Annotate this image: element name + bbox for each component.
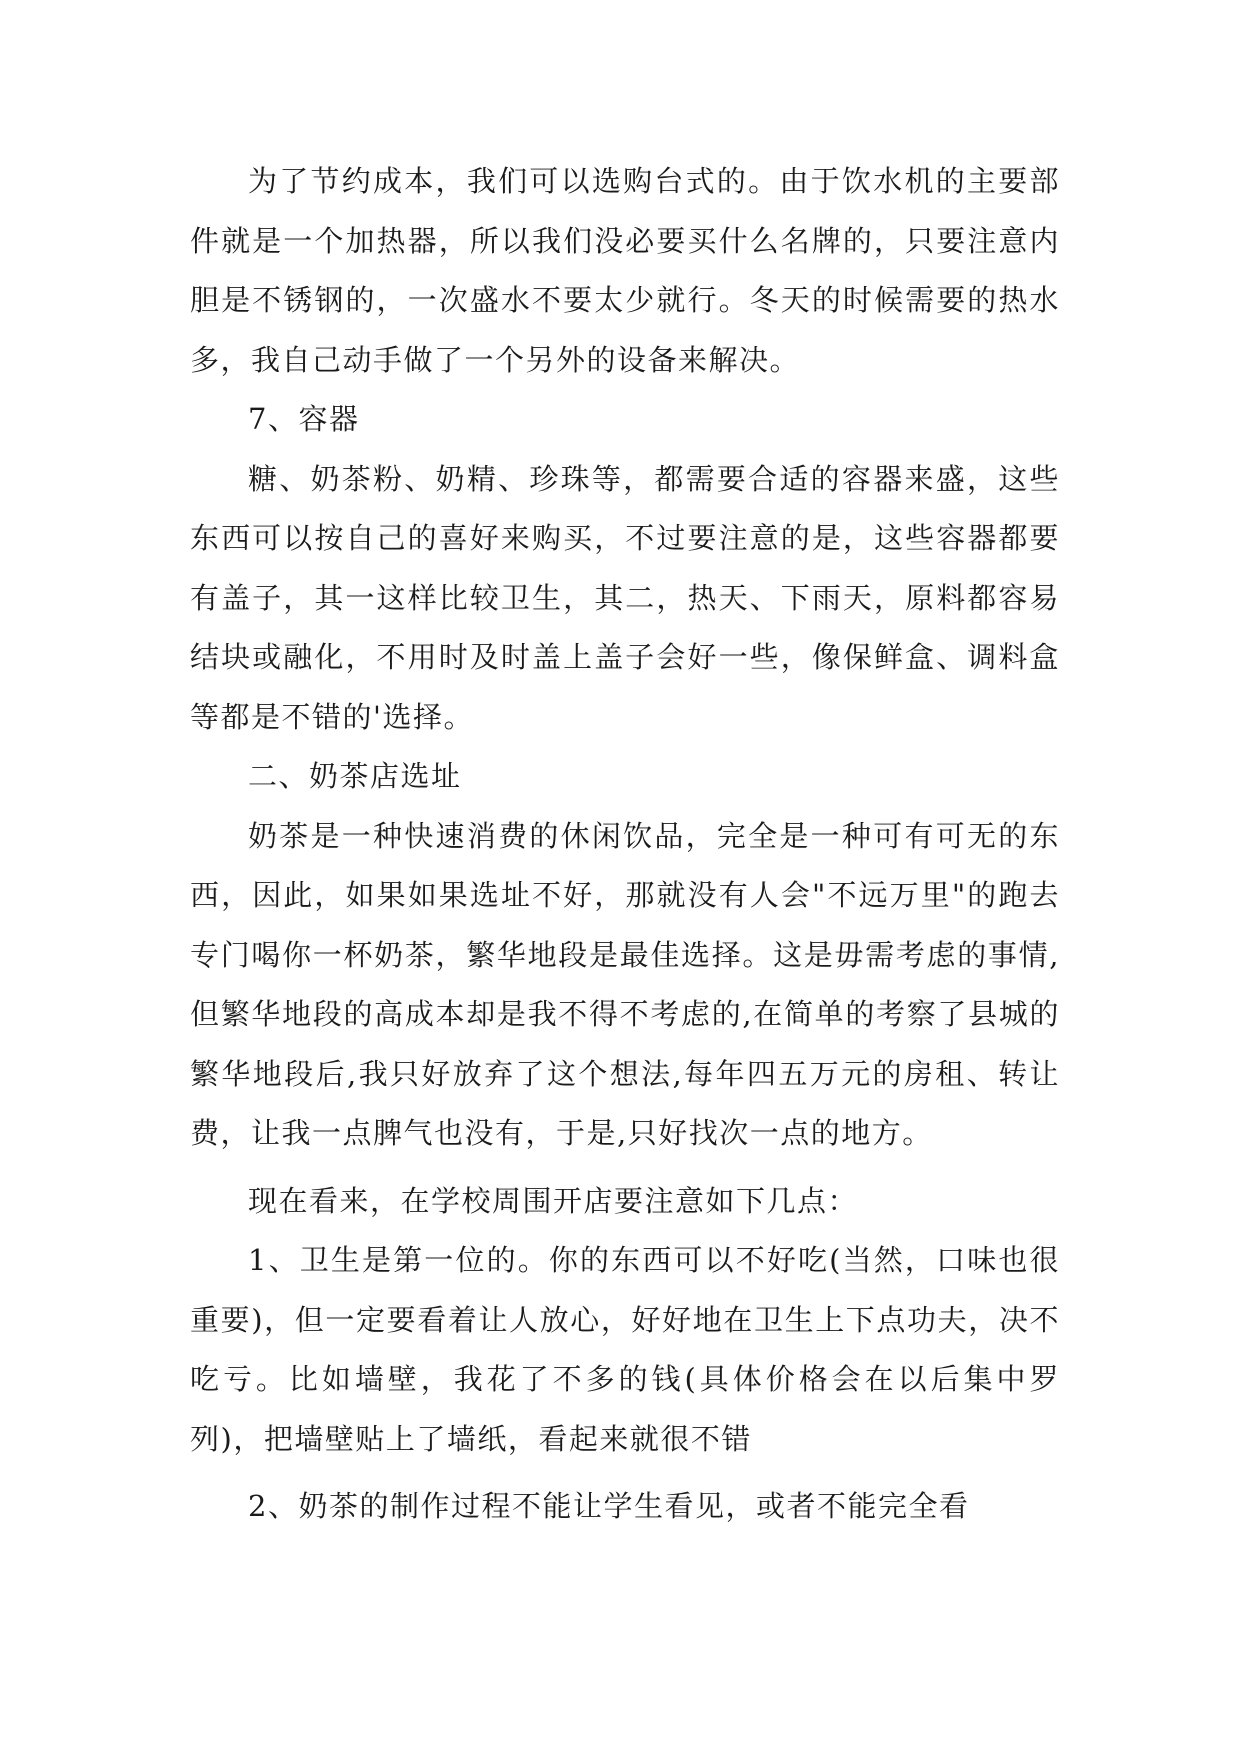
paragraph-shop-location: 奶茶是一种快速消费的休闲饮品，完全是一种可有可无的东西，因此，如果如果选址不好，那就没有人会"不远万里"的跑去专门喝你一杯奶茶，繁华地段是最佳选择。这是毋需考虑的事情,但繁华地段的高成本却是我不得不考虑的,在简单的考察了县城的繁华地段后,我只好放弃了这个想法,每年四五万元的房租、转让费，让我一点脾气也没有，于是,只好找次一点的地方。 — [190, 818, 1060, 1150]
list-item-preparation-process: 2、奶茶的制作过程不能让学生看见，或者不能完全看 — [248, 1489, 970, 1523]
paragraph-school-notes-intro: 现在看来，在学校周围开店要注意如下几点： — [248, 1183, 859, 1218]
heading-shop-location: 二、奶茶店选址 — [248, 759, 462, 793]
paragraph-water-dispenser: 为了节约成本，我们可以选购台式的。由于饮水机的主要部件就是一个加热器，所以我们没必要买什么名牌的，只要注意内胆是不锈钢的，一次盛水不要太少就行。冬天的时候需要的热水多，我自己动手做了一个另外的设备来解决。 — [190, 164, 1060, 377]
paragraph-containers: 糖、奶茶粉、奶精、珍珠等，都需要合适的容器来盛，这些东西可以按自己的喜好来购买，不过要注意的是，这些容器都要有盖子，其一这样比较卫生，其二，热天、下雨天，原料都容易结块或融化，不用时及时盖上盖子会好一些，像保鲜盒、调料盒等都是不错的'选择。 — [190, 461, 1060, 734]
heading-containers: 7、容器 — [248, 402, 360, 436]
list-item-hygiene: 1、卫生是第一位的。你的东西可以不好吃(当然，口味也很重要)，但一定要看着让人放心，好好地在卫生上下点功夫，决不吃亏。比如墙壁，我花了不多的钱(具体价格会在以后集中罗列)，把墙壁贴上了墙纸，看起来就很不错 — [190, 1243, 1060, 1456]
document-body — [190, 152, 1060, 1537]
